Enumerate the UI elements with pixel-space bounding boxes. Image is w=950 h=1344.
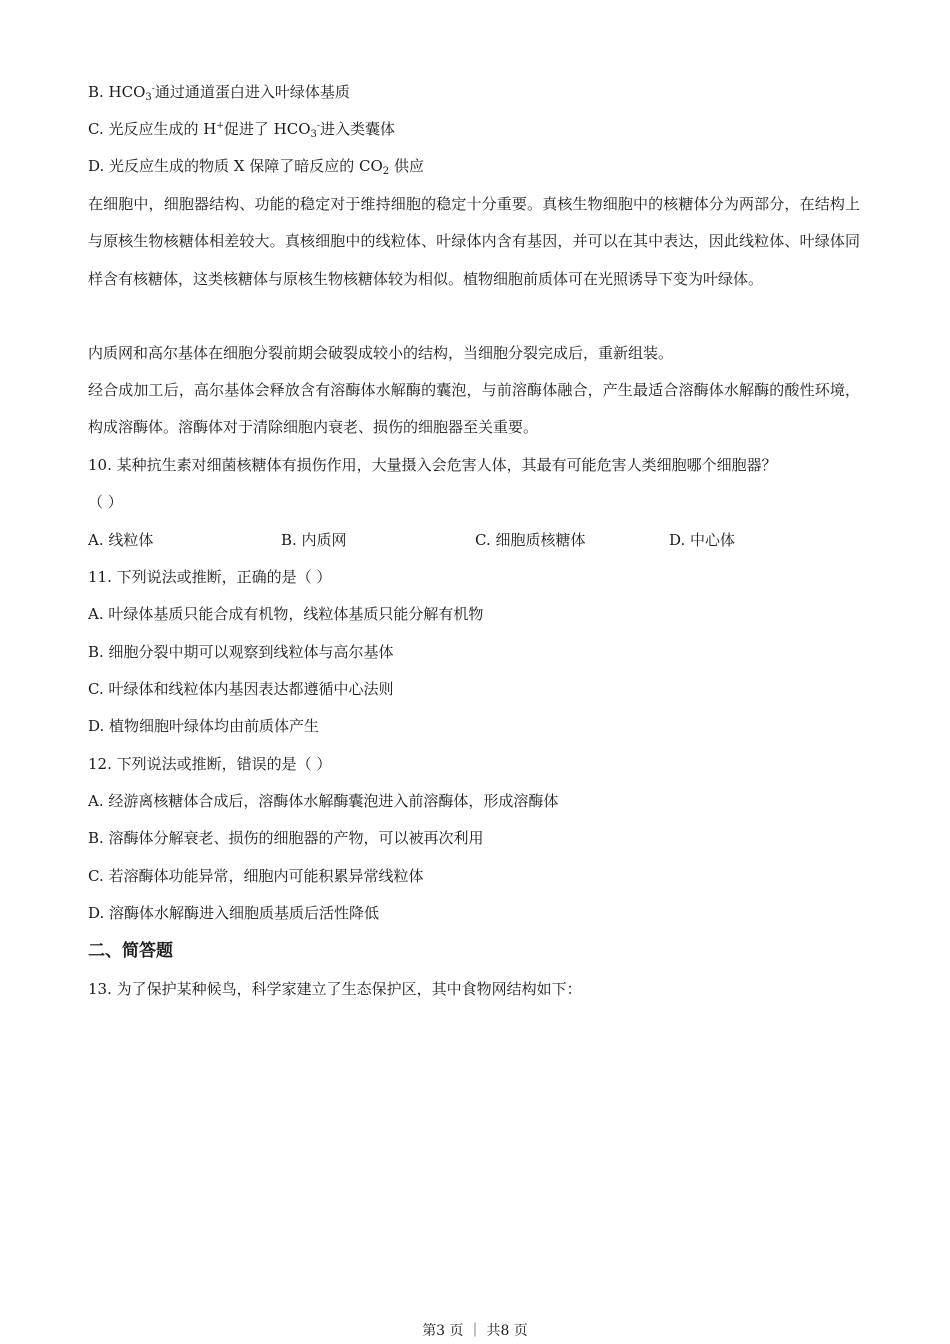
q10-option-c: C. 细胞质核糖体	[475, 531, 586, 549]
q9-option-c-text-mid: 促进了 HCO	[223, 120, 311, 138]
q9-option-d-text: D. 光反应生成的物质 X 保障了暗反应的 CO	[88, 157, 383, 175]
subscript: 3	[310, 129, 317, 140]
subscript: 2	[382, 166, 390, 177]
passage-paragraph-3: 经合成加工后，高尔基体会释放含有溶酶体水解酶的囊泡，与前溶酶体融合，产生最适合溶酶体水解酶的酸性环境，构成溶酶体。溶酶体对于清除细胞内衰老、损伤的细胞器至关重要。	[88, 381, 860, 437]
q11-option-c: C. 叶绿体和线粒体内基因表达都遵循中心法则	[88, 680, 394, 698]
q9-option-b-text-end: 通过通道蛋白进入叶绿体基质	[154, 83, 350, 101]
q12-option-d: D. 溶酶体水解酶进入细胞质基质后活性降低	[88, 904, 380, 922]
q12-option-b: B. 溶酶体分解衰老、损伤的细胞器的产物，可以被再次利用	[88, 829, 484, 847]
q9-option-c-text-end: 进入类囊体	[319, 120, 395, 138]
superscript: +	[216, 121, 224, 131]
q9-option-c-text: C. 光反应生成的 H	[88, 120, 217, 138]
q12-option-c: C. 若溶酶体功能异常，细胞内可能积累异常线粒体	[88, 867, 424, 885]
q12-stem: 12. 下列说法或推断，错误的是（ ）	[88, 755, 332, 773]
q9-option-b-text: B. HCO	[88, 83, 146, 101]
superscript: -	[316, 121, 320, 131]
q9-option-b	[88, 82, 350, 102]
passage-paragraph-2: 内质网和高尔基体在细胞分裂前期会破裂成较小的结构，当细胞分裂完成后，重新组装。	[88, 344, 674, 362]
q12-option-a: A. 经游离核糖体合成后，溶酶体水解酶囊泡进入前溶酶体，形成溶酶体	[88, 792, 559, 810]
subscript: 3	[145, 92, 152, 103]
passage-paragraph-1: 在细胞中，细胞器结构、功能的稳定对于维持细胞的稳定十分重要。真核生物细胞中的核糖体分为两部分，在结构上与原核生物核糖体相差较大。真核细胞中的线粒体、叶绿体内含有基因，并可以在其中表达，因此线粒体、叶绿体同样含有核糖体，这类核糖体与原核生物核糖体较为相似。植物细胞前质体可在光照诱导下变为叶绿体。	[88, 195, 860, 288]
q9-option-d	[88, 156, 424, 176]
section-title: 二、简答题	[88, 941, 173, 961]
q9-option-c	[88, 119, 395, 139]
q13-stem: 13. 为了保护某种候鸟，科学家建立了生态保护区，其中食物网结构如下：	[88, 980, 582, 998]
q11-stem: 11. 下列说法或推断，正确的是（ ）	[88, 568, 332, 586]
q10-option-d: D. 中心体	[669, 531, 736, 549]
q11-option-a: A. 叶绿体基质只能合成有机物，线粒体基质只能分解有机物	[88, 605, 484, 623]
q11-option-b: B. 细胞分裂中期可以观察到线粒体与高尔基体	[88, 643, 394, 661]
page-footer: 第3 页 ｜ 共8 页	[422, 1323, 528, 1339]
q10-answer-blank: （ ）	[88, 493, 123, 511]
q11-option-d: D. 植物细胞叶绿体均由前质体产生	[88, 717, 320, 735]
superscript: -	[151, 84, 155, 94]
q10-option-a: A. 线粒体	[88, 531, 154, 549]
q10-stem: 10. 某种抗生素对细菌核糖体有损伤作用，大量摄入会危害人体，其最有可能危害人类细胞哪个细胞器？	[88, 456, 777, 474]
q9-option-d-text-end: 供应	[389, 157, 424, 175]
q10-option-b: B. 内质网	[281, 531, 347, 549]
